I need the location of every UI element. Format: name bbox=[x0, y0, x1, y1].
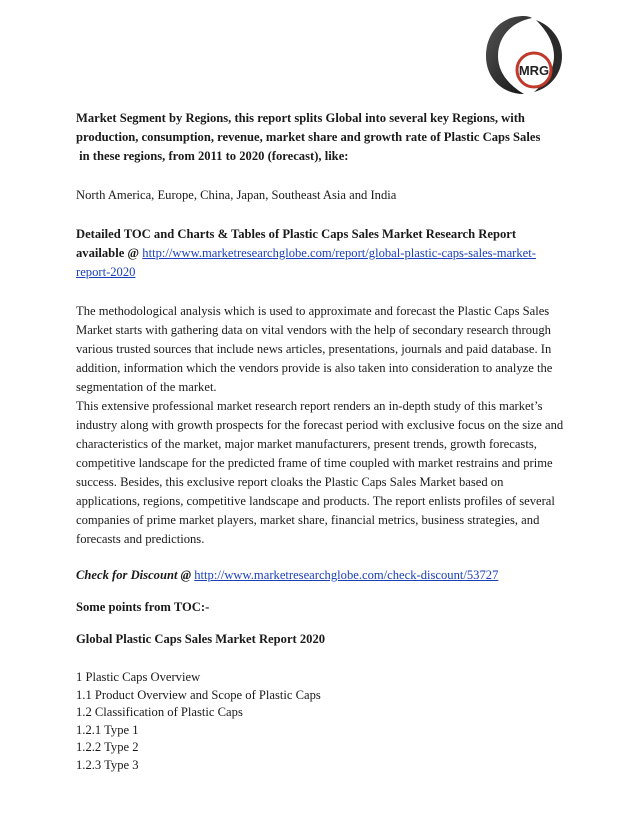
discount-label: Check for Discount @ bbox=[76, 568, 195, 582]
methodology-line: characteristics of the market, major market manufacturers, present trends, growth forecasts, bbox=[76, 437, 537, 451]
methodology-line: competitive landscape for the predicted frame of time coupled with market restrains and prime bbox=[76, 456, 553, 470]
toc-list bbox=[76, 669, 570, 774]
discount-url-link[interactable]: http://www.marketresearchglobe.com/check-discount/53727 bbox=[194, 568, 499, 582]
toc-item: 1.1 Product Overview and Scope of Plastic Caps bbox=[76, 687, 321, 702]
document-body bbox=[76, 109, 570, 774]
methodology-line: various trusted sources that include news articles, presentations, journals and paid database. In bbox=[76, 342, 552, 356]
report-url-link-cont-line bbox=[76, 263, 570, 282]
mrg-logo bbox=[484, 12, 564, 98]
regions-text: North America, Europe, China, Japan, Southeast Asia and India bbox=[76, 188, 397, 202]
toc-report-heading: Detailed TOC and Charts & Tables of Plastic Caps Sales Market Research Report bbox=[76, 227, 517, 241]
segment-line-1: Market Segment by Regions, this report splits Global into several key Regions, with bbox=[76, 111, 525, 125]
methodology-line: Market starts with gathering data on vital vendors with the help of secondary research through bbox=[76, 323, 551, 337]
methodology-line: segmentation of the market. bbox=[76, 380, 217, 394]
toc-item: 1.2 Classification of Plastic Caps bbox=[76, 705, 243, 719]
report-title: Global Plastic Caps Sales Market Report 2020 bbox=[76, 632, 326, 646]
logo-text: MRG bbox=[518, 63, 550, 78]
methodology-line: success. Besides, this exclusive report cloaks the Plastic Caps Sales Market based on bbox=[76, 475, 504, 489]
report-url-link-cont[interactable]: report-2020 bbox=[76, 265, 136, 279]
methodology-line: forecasts and predictions. bbox=[76, 532, 205, 546]
toc-item: 1.2.2 Type 2 bbox=[76, 740, 139, 754]
toc-item: 1.2.1 Type 1 bbox=[76, 722, 139, 737]
methodology-line: industry along with growth prospects for the forecast period with exclusive focus on the size and bbox=[76, 418, 564, 432]
report-url-link[interactable]: http://www.marketresearchglobe.com/report/global-plastic-caps-sales-market- bbox=[142, 246, 536, 260]
methodology-line: This extensive professional market research report renders an in-depth study of this market’s bbox=[76, 399, 543, 413]
methodology-line: applications, regions, competitive landscape and products. The report enlists profiles of several bbox=[76, 494, 555, 508]
toc-report-link-line bbox=[76, 244, 570, 263]
methodology-line: addition, information which the vendors provide is also taken into consideration to analyze the bbox=[76, 361, 553, 375]
methodology-line: companies of prime market players, market share, financial metrics, business strategies, and bbox=[76, 513, 540, 527]
toc-item: 1.2.3 Type 3 bbox=[76, 757, 139, 772]
methodology-line: The methodological analysis which is used to approximate and forecast the Plastic Caps Sales bbox=[76, 304, 550, 318]
discount-line bbox=[76, 566, 570, 585]
methodology-section bbox=[76, 302, 570, 549]
toc-item: 1 Plastic Caps Overview bbox=[76, 670, 201, 684]
segment-line-3: in these regions, from 2011 to 2020 (forecast), like: bbox=[76, 149, 349, 163]
segment-line-2: production, consumption, revenue, market share and growth rate of Plastic Caps Sales bbox=[76, 130, 541, 144]
toc-points-heading: Some points from TOC:- bbox=[76, 600, 210, 614]
available-label: available @ bbox=[76, 246, 143, 260]
